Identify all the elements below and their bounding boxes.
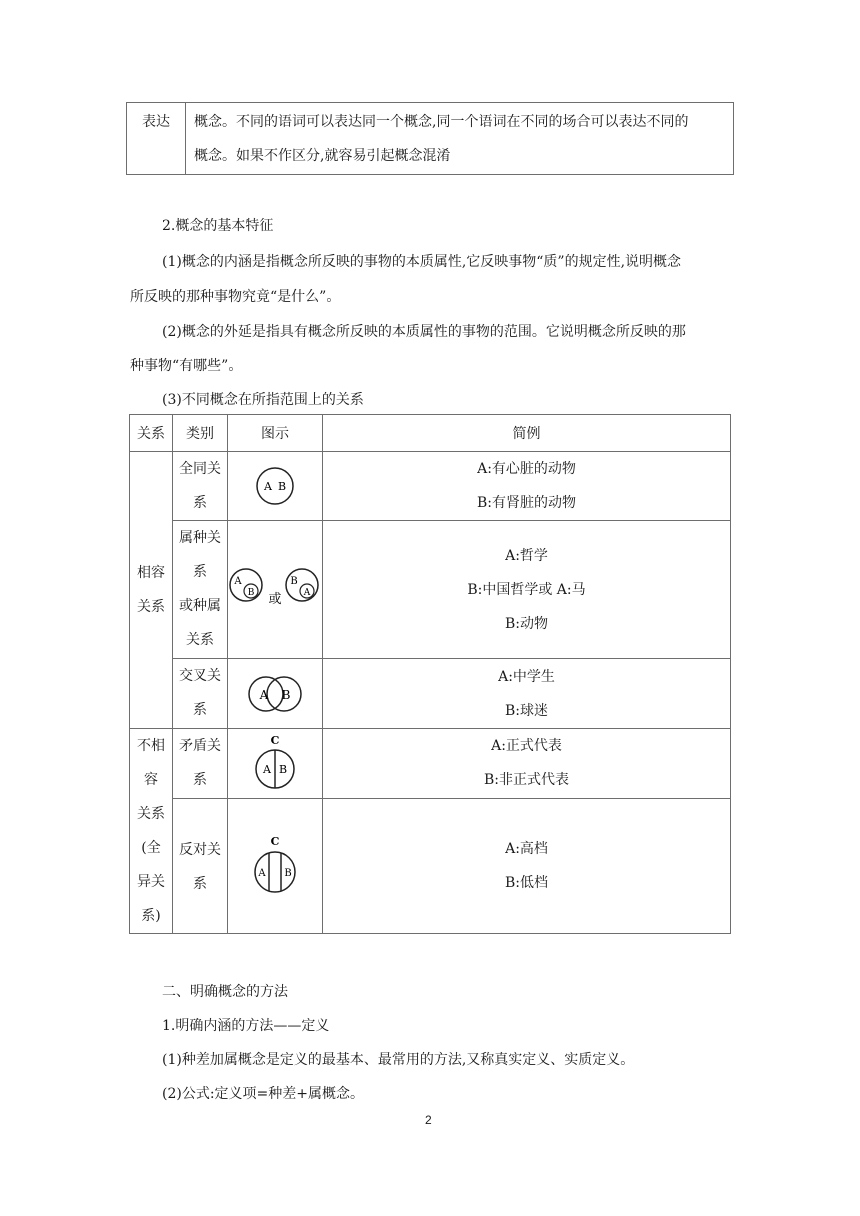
label-c: C <box>270 733 280 747</box>
category-text: 系 <box>193 495 207 511</box>
example-text: A:中学生 <box>498 668 555 685</box>
category-text: 系 <box>193 876 207 893</box>
category-text: 属种关 <box>179 530 221 546</box>
example-text: B:低档 <box>504 875 548 892</box>
example-text: B:动物 <box>504 615 548 632</box>
relation-table <box>129 414 731 934</box>
category-text: 系 <box>193 564 207 580</box>
paragraph-intension-line-1: (1)概念的内涵是指概念所反映的事物的本质属性,它反映事物“质”的规定性,说明概念 <box>162 254 682 270</box>
compatible-relation-cell <box>130 452 173 729</box>
category-contrary <box>173 799 228 934</box>
label-b: B <box>281 687 291 702</box>
header-example: 简例 <box>323 415 731 452</box>
intersection-diagram <box>228 659 323 729</box>
category-identity <box>173 452 228 521</box>
section-two-paragraph-1: (1)种差加属概念是定义的最基本、最常用的方法,又称真实定义、实质定义。 <box>162 1052 635 1068</box>
contradictory-diagram <box>228 729 323 799</box>
label-a: A <box>258 868 266 880</box>
incompatible-label: 关系 <box>137 806 165 822</box>
identity-diagram <box>228 452 323 521</box>
category-text: 关系 <box>186 632 214 648</box>
category-intersection <box>173 659 228 729</box>
label-a: A <box>303 587 311 598</box>
example-genus-species <box>323 521 731 659</box>
incompatible-label: (全 <box>141 840 161 856</box>
paragraph-extension-line-2: 种事物“有哪些”。 <box>130 358 243 374</box>
top-table-label-cell <box>127 103 186 175</box>
section-two-heading: 二、明确概念的方法 <box>162 984 288 1000</box>
paragraph-intension-line-2: 所反映的那种事物究竟“是什么”。 <box>130 289 341 305</box>
compatible-label-2: 关系 <box>137 599 165 615</box>
label-a: A <box>264 480 272 493</box>
label-b: B <box>277 480 287 493</box>
category-text: 系 <box>193 702 207 718</box>
table-row <box>130 799 731 934</box>
header-diagram: 图示 <box>228 415 323 452</box>
header-category: 类别 <box>173 415 228 452</box>
compatible-label-1: 相容 <box>137 565 165 581</box>
category-text: 全同关 <box>179 461 221 477</box>
incompatible-relation-cell <box>130 729 173 934</box>
category-text: 或种属 <box>179 598 221 614</box>
incompatible-label: 不相 <box>137 738 165 754</box>
table-row <box>130 452 731 521</box>
example-text: B:有肾脏的动物 <box>476 495 576 511</box>
category-text: 系 <box>193 772 207 788</box>
label-a: A <box>259 687 269 702</box>
label-b: B <box>278 762 288 776</box>
example-text: A:正式代表 <box>491 738 562 754</box>
section-two-subheading: 1.明确内涵的方法——定义 <box>162 1018 330 1034</box>
incompatible-label: 系) <box>141 908 161 924</box>
table-row <box>130 659 731 729</box>
category-contradictory <box>173 729 228 799</box>
example-text: B:球迷 <box>504 702 548 719</box>
example-identity <box>323 452 731 521</box>
genus-species-diagram <box>228 521 323 659</box>
table-header-row <box>130 415 731 452</box>
incompatible-label: 异关 <box>137 874 165 890</box>
label-a: A <box>263 762 271 776</box>
header-relation: 关系 <box>130 415 173 452</box>
section-heading: 2.概念的基本特征 <box>162 218 274 234</box>
paragraph-relations-title: (3)不同概念在所指范围上的关系 <box>162 392 364 408</box>
top-table-label: 表达 <box>142 114 170 130</box>
category-text: 反对关 <box>179 842 221 859</box>
example-contrary <box>323 799 731 934</box>
example-text: B:非正式代表 <box>483 772 569 788</box>
example-text: A:哲学 <box>505 547 548 564</box>
top-table-line-2: 概念。如果不作区分,就容易引起概念混淆 <box>194 148 451 164</box>
incompatible-label: 容 <box>144 772 158 788</box>
label-b: B <box>290 575 298 587</box>
example-contradictory <box>323 729 731 799</box>
contrary-diagram <box>228 799 323 934</box>
category-text: 矛盾关 <box>179 738 221 754</box>
label-or: 或 <box>268 591 282 607</box>
section-two-paragraph-2: (2)公式:定义项=种差+属概念。 <box>162 1086 365 1102</box>
example-text: A:有心脏的动物 <box>477 461 576 477</box>
label-b: B <box>284 868 292 880</box>
top-table-line-1: 概念。不同的语词可以表达同一个概念,同一个语词在不同的场合可以表达不同的 <box>194 114 689 130</box>
label-c: C <box>270 835 280 849</box>
category-genus-species <box>173 521 228 659</box>
paragraph-extension-line-1: (2)概念的外延是指具有概念所反映的本质属性的事物的范围。它说明概念所反映的那 <box>162 324 686 340</box>
example-text: B:中国哲学或 A:马 <box>467 581 586 598</box>
top-table <box>126 102 734 175</box>
example-intersection <box>323 659 731 729</box>
label-b: B <box>247 587 255 598</box>
example-text: A:高档 <box>505 841 548 858</box>
category-text: 交叉关 <box>179 668 221 684</box>
table-row <box>130 729 731 799</box>
page-number: 2 <box>425 1113 432 1127</box>
top-table-text-cell <box>186 103 734 175</box>
label-a: A <box>234 575 242 587</box>
table-row <box>130 521 731 659</box>
